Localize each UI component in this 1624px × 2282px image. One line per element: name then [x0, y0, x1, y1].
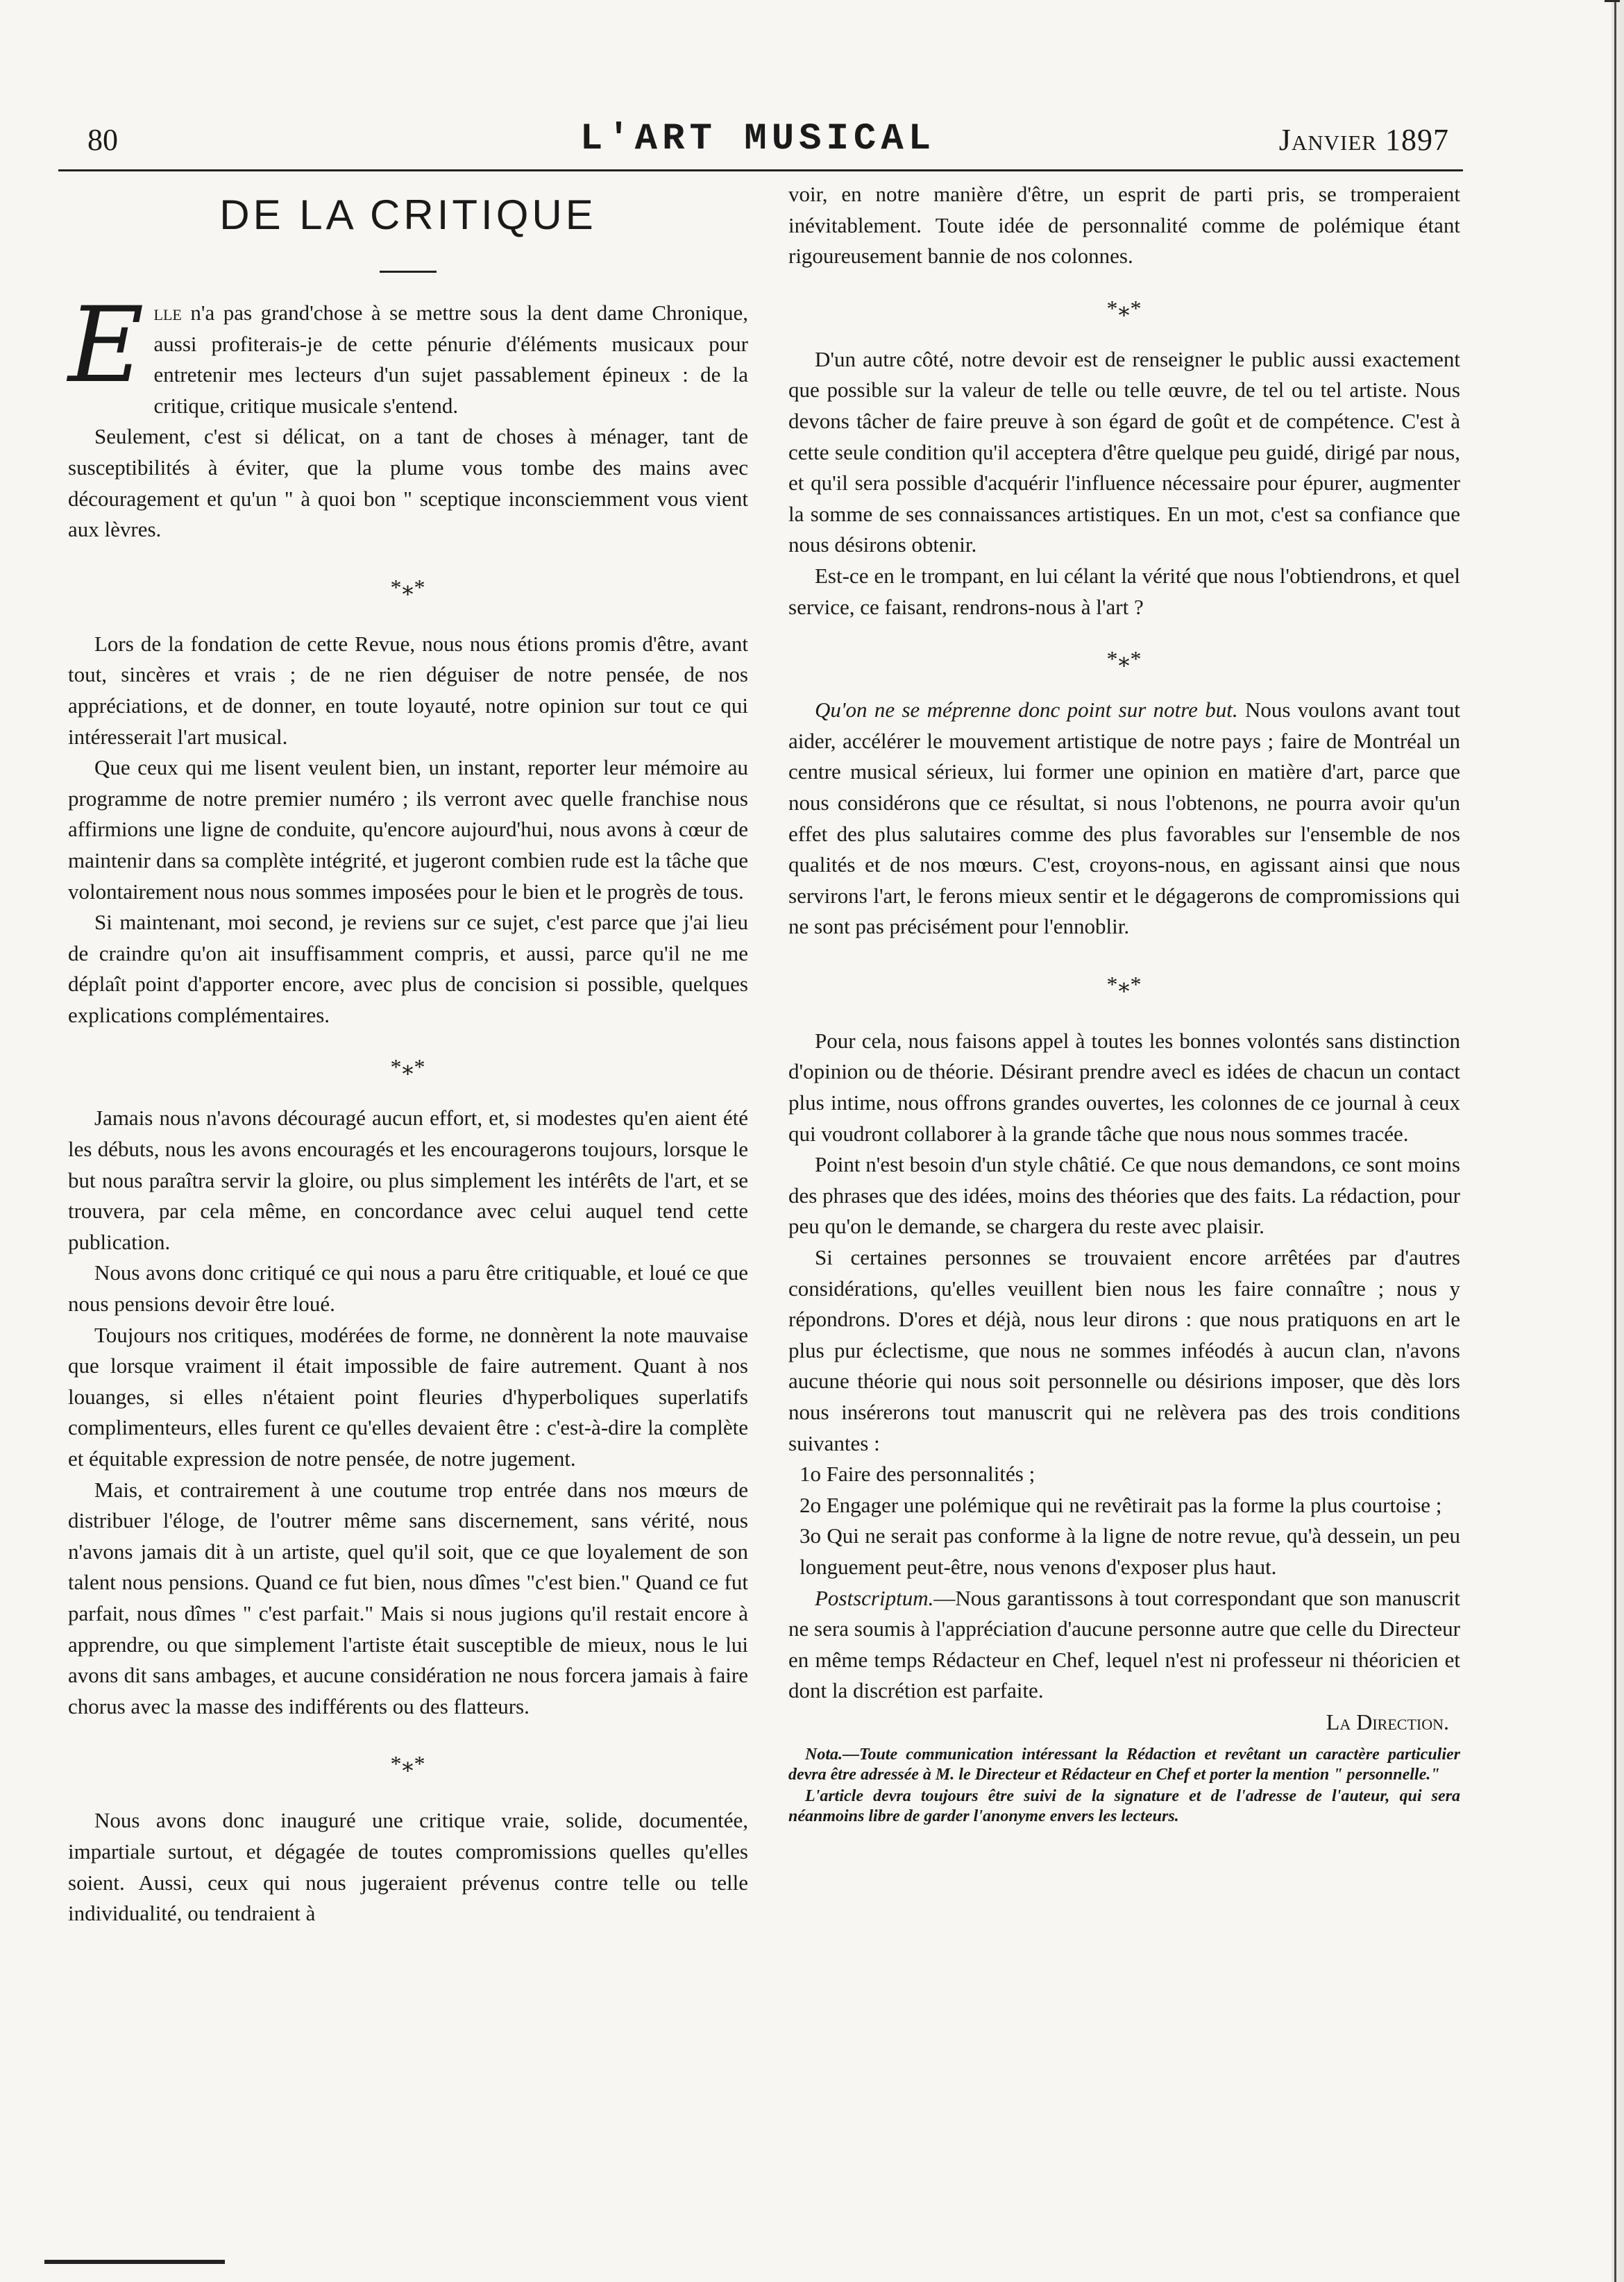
left-column	[68, 179, 748, 1929]
article-title: DE LA CRITIQUE	[219, 192, 597, 238]
page-number: 80	[87, 123, 118, 157]
header-rule	[58, 169, 1463, 171]
paragraph: Si certaines personnes se trouvaient encore arrêtées par d'autres considérations, qu'elles veuillent bien nous les faire connaître ; nous y répondrons. D'ores et déjà, nous leur dirons : que nous pratiquons en art le plus pur éclectisme, que nous ne sommes inféodés à aucun clan, n'avons aucune théorie qui nous soit personnelle ou désirions imposer, que dès lors nous insérerons tout manuscrit qui ne relèvera pas des trois conditions suivantes :	[788, 1245, 1460, 1455]
paragraph: Seulement, c'est si délicat, on a tant de choses à ménager, tant de susceptibilités à éviter, que la plume vous tombe des mains avec découragement et qu'un " à quoi bon " sceptique inconsciemment vous vient aux lèvres.	[68, 424, 748, 542]
paragraph: Que ceux qui me lisent veulent bien, un instant, reporter leur mémoire au programme de notre premier numéro ; ils verront avec quelle franchise nous affirmions une ligne de conduite, qu'encore aujourd'hui, nous avons à cœur de maintenir dans sa complète intégrité, et jugeront combien rude est la tâche que volontairement nous nous sommes imposées pour le bien et le progrès de tous.	[68, 755, 748, 904]
paragraph: Si maintenant, moi second, je reviens sur ce sujet, c'est parce que j'ai lieu de craindre qu'on ait insuffisamment compris, et aussi, parce qu'il ne me déplaît point d'apporter encore, avec plus de concision si possible, quelques explications complémentaires.	[68, 910, 748, 1027]
paragraph: Nous avons donc critiqué ce qui nous a paru être critiquable, et loué ce que nous pensions devoir être loué.	[68, 1260, 748, 1317]
postscript	[788, 1583, 1460, 1707]
page-edge	[1612, 0, 1624, 2282]
editorial-note	[788, 1745, 1460, 1827]
condition-item: 3o Qui ne serait pas conforme à la ligne de notre revue, qu'à dessein, un peu longuement peut-être, nous venons d'exposer plus haut.	[800, 1523, 1460, 1579]
paragraph-italic-lead: Qu'on ne se méprenne donc point sur notre but.	[815, 698, 1238, 722]
paragraph: Nous avons donc inauguré une critique vraie, solide, documentée, impartiale surtout, et dégagée de toutes compromissions quelles qu'elles soient. Aussi, ceux qui nous jugeraient prévenus contre telle ou telle individualité, ou tendraient à	[68, 1808, 748, 1926]
section-separator: *⁎*	[1106, 295, 1142, 321]
paragraph: Est-ce en le trompant, en lui célant la vérité que nous l'obtiendrons, et quel service, ce faisant, rendrons-nous à l'art ?	[788, 563, 1460, 619]
paragraph: Toujours nos critiques, modérées de forme, ne donnèrent la note mauvaise que lorsque vraiment il était impossible de faire autrement. Quant à nos louanges, si elles n'étaient point fleuries d'hyperboliques superlatifs complimenteurs, elles furent ce qu'elles devaient être : c'est-à-dire la complète et équitable expression de notre pensée, de notre jugement.	[68, 1322, 748, 1471]
paragraph	[788, 695, 1460, 943]
paragraph: Point n'est besoin d'un style châtié. Ce que nous demandons, ce sont moins des phrases que des idées, moins des théories que des faits. La rédaction, pour peu qu'on le demande, se chargera du reste avec plaisir.	[788, 1152, 1460, 1239]
lead-text: n'a pas grand'chose à se mettre sous la dent dame Chronique, aussi profiterais-je de cette pénurie d'éléments musicaux pour entretenir mes lecteurs d'un sujet passablement épineux : de la critique, critique musicale s'entend.	[153, 301, 748, 418]
note-line: L'article devra toujours être suivi de la signature et de l'adresse de l'auteur, qui sera néanmoins libre de garder l'anonyme envers les lecteurs.	[788, 1786, 1460, 1825]
footer-rule	[44, 2260, 225, 2264]
postscript-text: —Nous garantissons à tout correspondant que son manuscrit ne sera soumis à l'appréciation d'aucune personne autre que celle du Directeur en même temps Rédacteur en Chef, lequel n'est ni professeur ni théoricien et dont la discrétion est parfaite.	[788, 1585, 1460, 1703]
paragraph: voir, en notre manière d'être, un esprit de parti pris, se tromperaient inévitablement. Toute idée de personnalité comme de polémique étant rigoureusement bannie de nos colonnes.	[788, 182, 1460, 269]
paragraph: Mais, et contrairement à une coutume trop entrée dans nos mœurs de distribuer l'éloge, de l'outrer même sans discernement, sans vérité, nous n'avons jamais dit à un artiste, quel qu'il soit, que ce que loyalement de son talent nous pensions. Quand ce fut bien, nous dîmes "c'est bien." Quand ce fut parfait, nous dîmes " c'est parfait." Mais si nous jugions qu'il restait encore à apprendre, ou que simplement l'artiste était susceptible de mieux, nous le lui avons dit sans ambages, et aucune considération ne nous forcera jamais à faire chorus avec la masse des indifférents ou des flatteurs.	[68, 1477, 748, 1718]
paragraph-rest: Nous voulons avant tout aider, accélérer le mouvement artistique de notre pays ; faire de Montréal un centre musical sérieux, lui former une opinion en matière d'art, parce que nous considérons que ce résultat, si nous l'obtenons, ne pourra avoir qu'un effet des plus salutaires comme des plus favorables sur l'ensemble de nos qualités et de nos mœurs. C'est, croyons-nous, en agissant ainsi que nous servirons l'art, le ferons mieux sentir et le dégagerons de compromissions qui ne sont pas précisément pour l'ennoblir.	[788, 698, 1460, 939]
title-rule	[380, 271, 437, 273]
right-column	[788, 179, 1460, 1828]
section-separator: *⁎*	[1106, 646, 1142, 672]
masthead: L'ART MUSICAL	[580, 118, 936, 160]
issue-date: Janvier 1897	[1278, 123, 1449, 157]
drop-cap: E	[68, 285, 144, 406]
section-separator: *⁎*	[390, 574, 426, 600]
paragraph: Pour cela, nous faisons appel à toutes les bonnes volontés sans distinction d'opinion ou de théorie. Désirant prendre avecl es idées de chacun un contact plus intime, nous offrons grandes ouvertes, les colonnes de ce journal à ceux qui voudront collaborer à la grande tâche que nous nous sommes tracée.	[788, 1028, 1460, 1146]
section-separator: *⁎*	[390, 1054, 426, 1080]
signature: La Direction.	[1326, 1709, 1449, 1734]
paragraph: Lors de la fondation de cette Revue, nous nous étions promis d'être, avant tout, sincères et vrais ; de ne rien déguiser de notre pensée, de nos appréciations, et de donner, en toute loyauté, notre opinion sur tout ce qui intéresserait l'art musical.	[68, 631, 748, 749]
section-separator: *⁎*	[390, 1751, 426, 1777]
condition-item: 2o Engager une polémique qui ne revêtirait pas la forme la plus courtoise ;	[800, 1492, 1442, 1517]
lead-first-word: lle	[153, 301, 182, 325]
paragraph: Jamais nous n'avons découragé aucun effort, et, si modestes qu'en aient été les débuts, nous les avons encouragés et les encouragerons toujours, lorsque le but nous paraîtra servir la gloire, ou plus simplement les intérêts de l'art, et se trouvera, par cela même, en concordance avec celui auquel tend cette publication.	[68, 1106, 748, 1254]
postscript-label: Postscriptum.	[815, 1585, 934, 1610]
page-header	[64, 117, 1452, 165]
lead-paragraph	[68, 285, 748, 421]
section-separator: *⁎*	[1106, 971, 1142, 997]
paragraph: D'un autre côté, notre devoir est de renseigner le public aussi exactement que possible sur la valeur de telle ou telle œuvre, de tel ou tel artiste. Nous devons tâcher de faire preuve à son égard de goût et de compétence. C'est à cette seule condition qu'il acceptera d'être quelque peu guidé, dirigé par nous, et qu'il sera possible d'acquérir l'influence nécessaire pour épurer, augmenter la somme de ses connaissances artistiques. En un mot, c'est sa confiance que nous désirons obtenir.	[788, 346, 1460, 557]
note-line: Nota.—Toute communication intéressant la Rédaction et revêtant un caractère particulier devra être adressée à M. le Directeur et Rédacteur en Chef et porter la mention " personnelle."	[788, 1745, 1460, 1784]
condition-item: 1o Faire des personnalités ;	[800, 1462, 1035, 1487]
